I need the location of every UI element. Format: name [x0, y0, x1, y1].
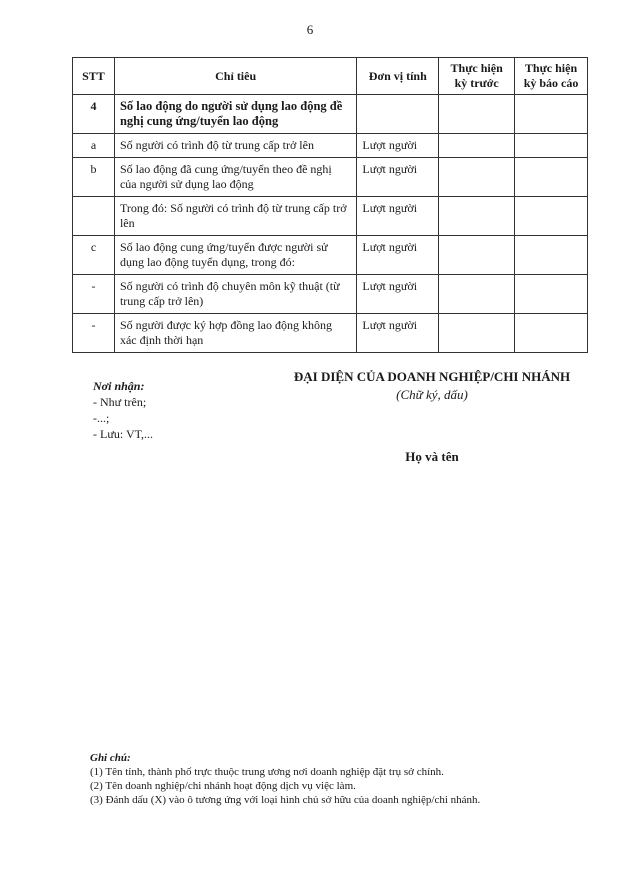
recipient-line: - Lưu: VT,...	[93, 427, 154, 441]
row-current-value	[515, 275, 588, 314]
header-previous: Thực hiện kỳ trước	[439, 58, 515, 95]
notes-block	[90, 751, 480, 807]
note-line: (3) Đánh dấu (X) vào ô tương ứng với loại hình chủ sở hữu của doanh nghiệp/chi nhánh.	[90, 794, 481, 806]
recipient-line: -...;	[93, 411, 110, 425]
row-indicator: Số người được ký hợp đồng lao động không xác định thời hạn	[114, 314, 356, 353]
table-row	[73, 197, 588, 236]
row-unit: Lượt người	[357, 158, 439, 197]
row-current-value	[515, 197, 588, 236]
row-indicator: Số lao động đã cung ứng/tuyển theo đề nghị của người sử dụng lao động	[114, 158, 356, 197]
row-unit: Lượt người	[357, 275, 439, 314]
row-previous-value	[439, 197, 515, 236]
row-previous-value	[439, 95, 515, 134]
row-stt: -	[73, 275, 115, 314]
row-stt: b	[73, 158, 115, 197]
row-indicator: Trong đó: Số người có trình độ từ trung cấp trở lên	[114, 197, 356, 236]
row-stt	[73, 197, 115, 236]
row-unit: Lượt người	[357, 314, 439, 353]
header-current: Thực hiện kỳ báo cáo	[515, 58, 588, 95]
row-stt: a	[73, 134, 115, 158]
page-number: 6	[306, 22, 314, 37]
table-header-row	[73, 58, 588, 95]
signature-org: ĐẠI DIỆN CỦA DOANH NGHIỆP/CHI NHÁNH	[293, 369, 571, 384]
recipients-heading: Nơi nhận:	[93, 379, 145, 393]
row-previous-value	[439, 134, 515, 158]
table-row	[73, 134, 588, 158]
row-previous-value	[439, 275, 515, 314]
row-current-value	[515, 314, 588, 353]
table-row	[73, 158, 588, 197]
note-line: (1) Tên tỉnh, thành phố trực thuộc trung ương nơi doanh nghiệp đặt trụ sở chính.	[90, 766, 444, 778]
row-previous-value	[439, 236, 515, 275]
row-current-value	[515, 134, 588, 158]
row-indicator: Số lao động cung ứng/tuyển được người sử dụng lao động tuyển dụng, trong đó:	[114, 236, 356, 275]
row-unit	[357, 95, 439, 134]
row-indicator: Số lao động do người sử dụng lao động đề nghị cung ứng/tuyển lao động	[114, 95, 356, 134]
signature-block	[262, 369, 602, 465]
notes-heading: Ghi chú:	[90, 752, 131, 764]
row-indicator: Số người có trình độ chuyên môn kỹ thuật (từ trung cấp trở lên)	[114, 275, 356, 314]
row-current-value	[515, 95, 588, 134]
recipients-block	[93, 378, 153, 442]
row-current-value	[515, 236, 588, 275]
table-row	[73, 236, 588, 275]
report-table	[72, 57, 588, 353]
header-stt: STT	[73, 58, 115, 95]
row-stt: 4	[73, 95, 115, 134]
table-row	[73, 314, 588, 353]
recipient-line: - Như trên;	[93, 395, 147, 409]
note-line: (2) Tên doanh nghiệp/chi nhánh hoạt động dịch vụ việc làm.	[90, 780, 356, 792]
row-indicator: Số người có trình độ từ trung cấp trở lên	[114, 134, 356, 158]
table-row	[73, 275, 588, 314]
row-unit: Lượt người	[357, 134, 439, 158]
row-stt: c	[73, 236, 115, 275]
row-previous-value	[439, 158, 515, 197]
table-row	[73, 95, 588, 134]
row-unit: Lượt người	[357, 236, 439, 275]
row-previous-value	[439, 314, 515, 353]
signature-name-label: Họ và tên	[405, 449, 459, 464]
signature-note: (Chữ ký, dấu)	[396, 387, 468, 402]
header-unit: Đơn vị tính	[357, 58, 439, 95]
header-indicator: Chỉ tiêu	[114, 58, 356, 95]
row-stt: -	[73, 314, 115, 353]
row-current-value	[515, 158, 588, 197]
row-unit: Lượt người	[357, 197, 439, 236]
